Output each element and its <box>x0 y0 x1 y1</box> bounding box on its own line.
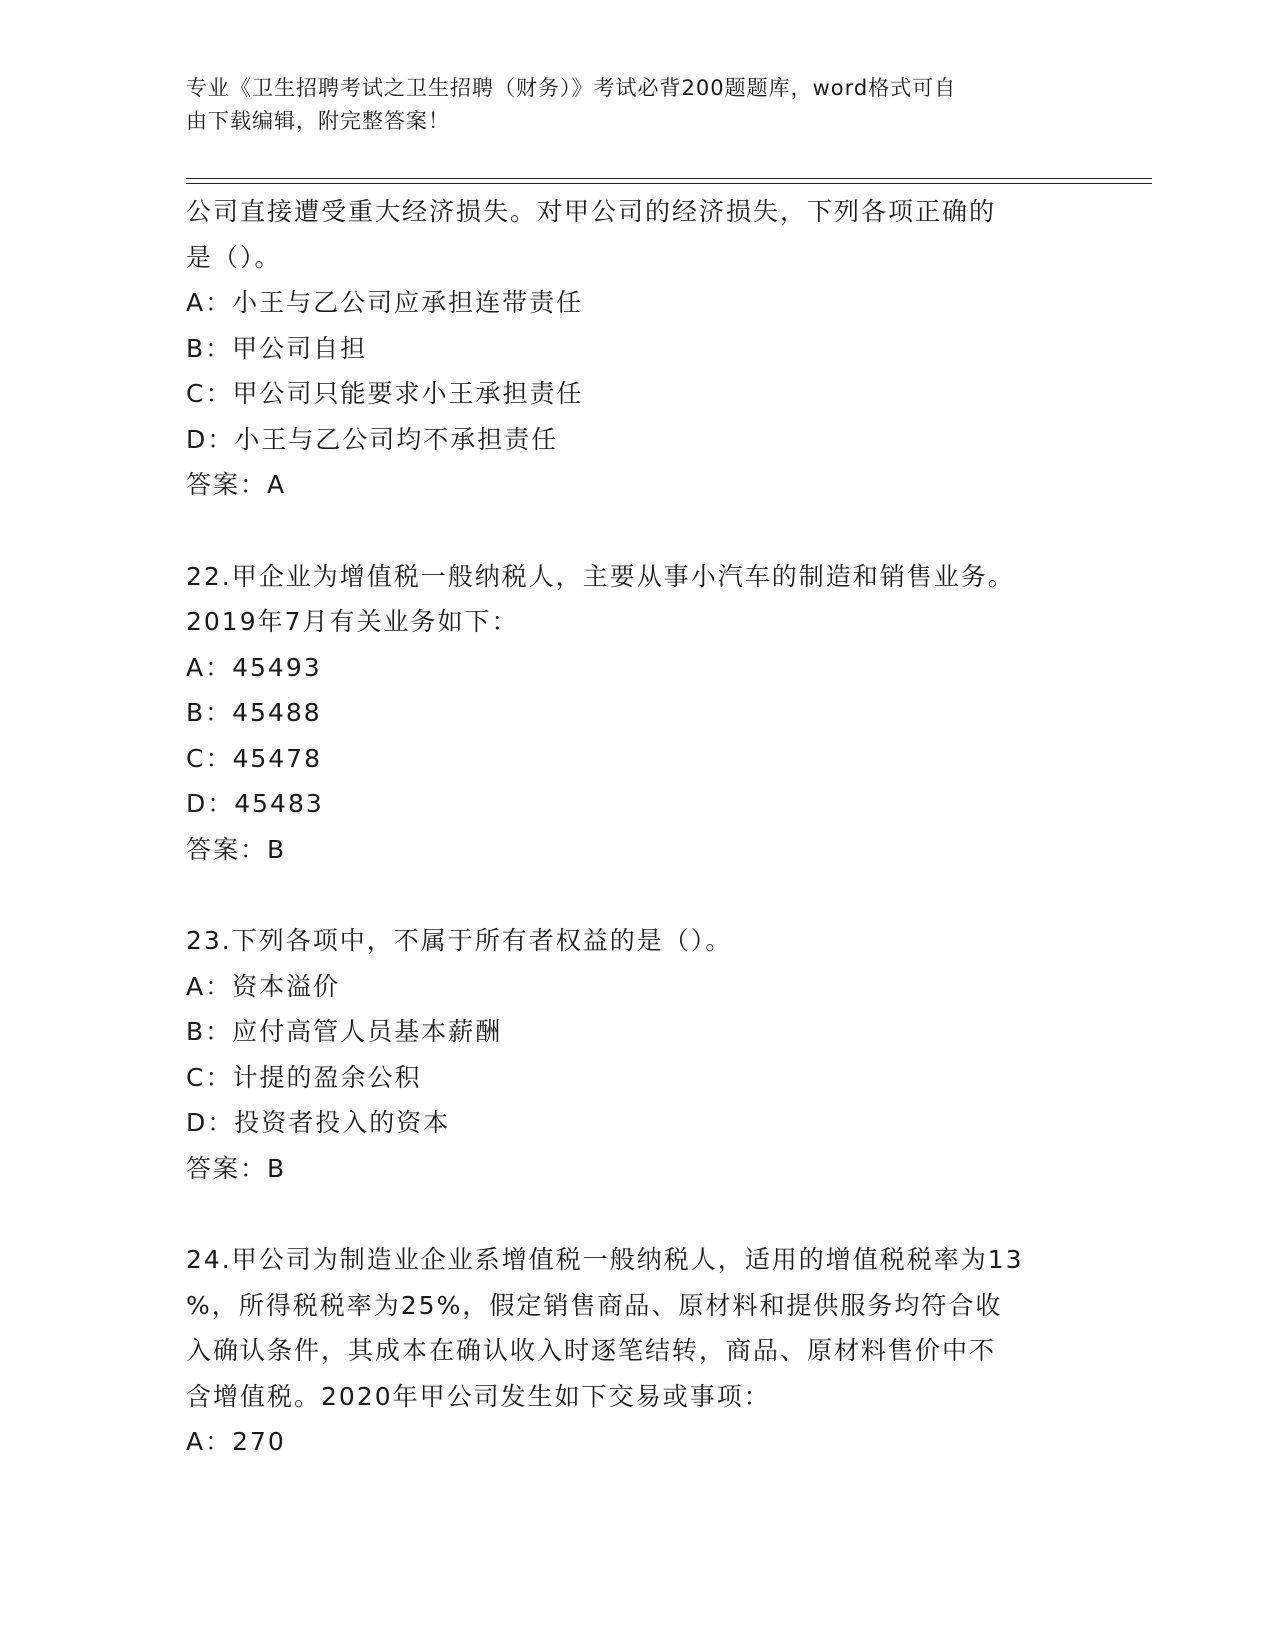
question-stem-line: 是（）。 <box>186 242 282 272</box>
question-spacer <box>186 872 1096 918</box>
question-21 <box>186 189 1096 508</box>
answer-line: 答案：B <box>186 1153 287 1183</box>
option-b: B：甲公司自担 <box>186 333 368 363</box>
header-line-1: 专业《卫生招聘考试之卫生招聘（财务）》考试必背200题题库，word格式可自 <box>186 76 957 100</box>
option-d: D：投资者投入的资本 <box>186 1108 451 1137</box>
question-spacer <box>186 1191 1096 1237</box>
option-b: B：45488 <box>186 698 322 727</box>
question-stem-line: 入确认条件，其成本在确认收入时逐笔结转，商品、原材料售价中不 <box>186 1336 997 1365</box>
question-stem-line: %，所得税税率为25%，假定销售商品、原材料和提供服务均符合收 <box>186 1290 1003 1320</box>
question-stem-line: 23.下列各项中，不属于所有者权益的是（）。 <box>186 926 733 955</box>
question-spacer <box>186 508 1096 554</box>
question-stem-line: 22.甲企业为增值税一般纳税人，主要从事小汽车的制造和销售业务。 <box>186 561 1015 591</box>
question-23 <box>186 918 1096 1191</box>
option-c: C：计提的盈余公积 <box>186 1062 422 1092</box>
header-line-2: 由下载编辑，附完整答案！ <box>186 109 450 133</box>
option-d: D：45483 <box>186 789 324 818</box>
question-list <box>186 189 1096 1465</box>
question-stem-line: 公司直接遭受重大经济损失。对甲公司的经济损失，下列各项正确的 <box>186 197 997 226</box>
question-24 <box>186 1237 1096 1465</box>
question-stem-line: 24.甲公司为制造业企业系增值税一般纳税人，适用的增值税税率为13 <box>186 1245 1024 1274</box>
option-c: C：45478 <box>186 743 322 773</box>
question-22 <box>186 554 1096 873</box>
question-stem-line: 2019年7月有关业务如下： <box>186 607 519 636</box>
answer-line: 答案：B <box>186 834 287 864</box>
option-a: A：45493 <box>186 652 322 682</box>
option-c: C：甲公司只能要求小王承担责任 <box>186 379 584 408</box>
option-d: D：小王与乙公司均不承担责任 <box>186 424 559 454</box>
option-a: A：270 <box>186 1427 286 1456</box>
option-b: B：应付高管人员基本薪酬 <box>186 1017 503 1046</box>
answer-line: 答案：A <box>186 470 287 499</box>
question-stem-line: 含增值税。2020年甲公司发生如下交易或事项： <box>186 1381 771 1411</box>
header-divider-top <box>186 178 1152 179</box>
option-a: A：小王与乙公司应承担连带责任 <box>186 288 584 317</box>
header-divider-bottom <box>186 183 1152 184</box>
document-header <box>186 72 1066 138</box>
option-a: A：资本溢价 <box>186 971 341 1001</box>
